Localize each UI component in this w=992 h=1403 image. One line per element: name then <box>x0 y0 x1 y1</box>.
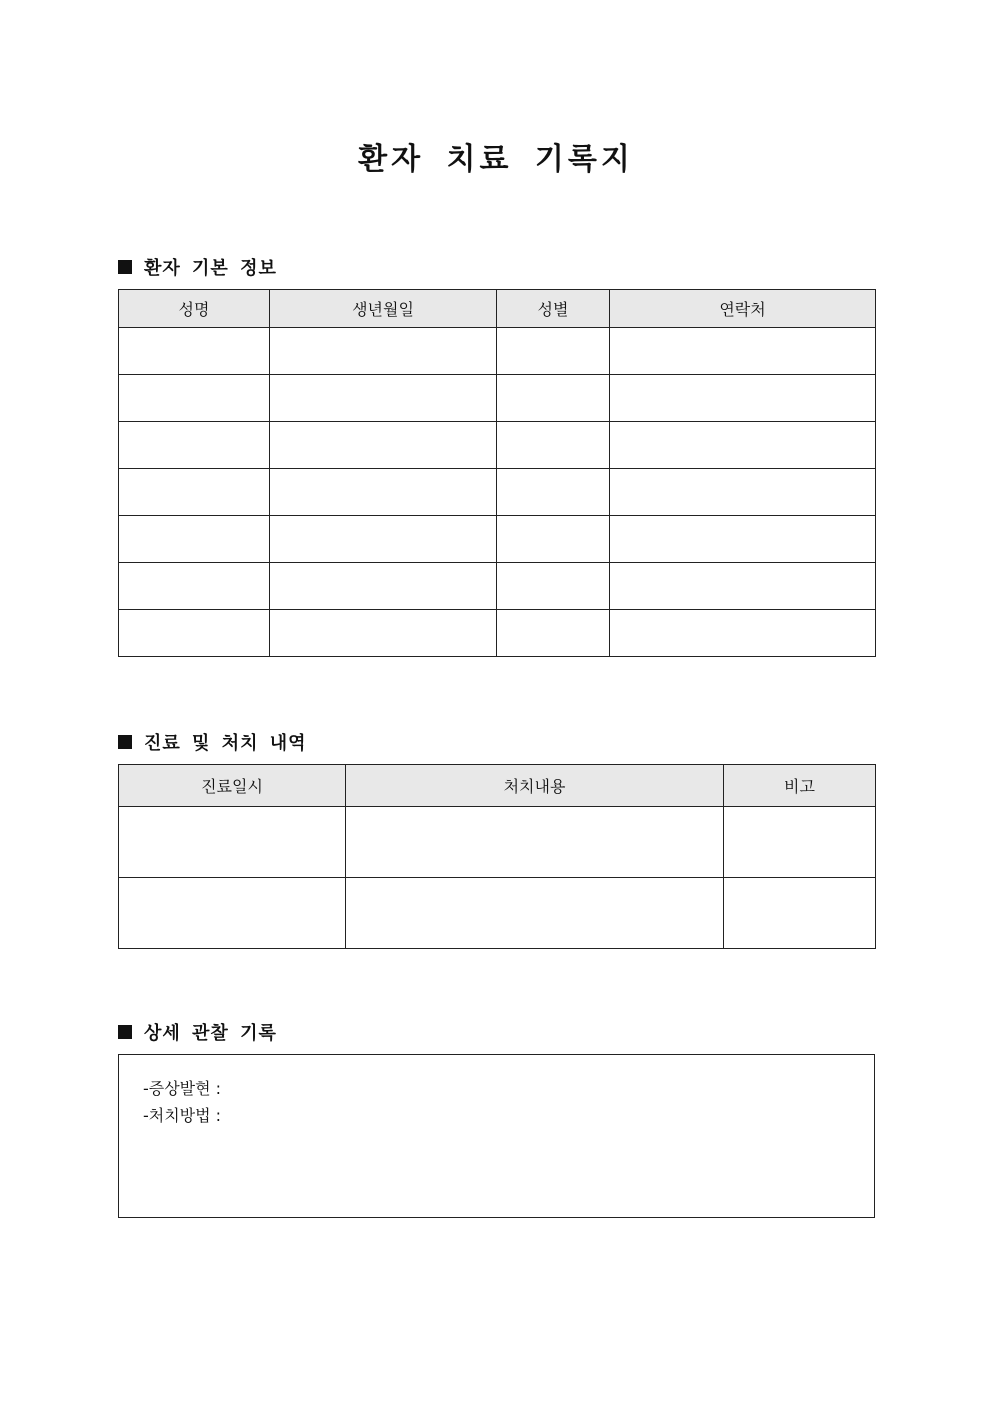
contact-cell[interactable] <box>610 422 876 469</box>
visit-datetime-cell[interactable] <box>119 807 346 878</box>
birthdate-cell[interactable] <box>270 610 497 657</box>
gender-cell[interactable] <box>497 469 610 516</box>
table-row <box>119 469 876 516</box>
remarks-cell[interactable] <box>724 807 876 878</box>
treatment-table <box>118 764 876 949</box>
name-cell[interactable] <box>119 516 270 563</box>
gender-cell[interactable] <box>497 328 610 375</box>
gender-cell[interactable] <box>497 610 610 657</box>
birthdate-cell[interactable] <box>270 563 497 610</box>
square-bullet-icon <box>118 1025 132 1039</box>
column-header-remarks: 비고 <box>724 765 876 807</box>
observation-memo-box[interactable] <box>118 1054 875 1218</box>
table-row <box>119 516 876 563</box>
column-header-name: 성명 <box>119 290 270 328</box>
treatment-method-label: -처치방법 : <box>143 1106 222 1125</box>
contact-cell[interactable] <box>610 516 876 563</box>
contact-cell[interactable] <box>610 375 876 422</box>
name-cell[interactable] <box>119 375 270 422</box>
column-header-gender: 성별 <box>497 290 610 328</box>
name-cell[interactable] <box>119 469 270 516</box>
table-header-row <box>119 290 876 328</box>
table-row <box>119 807 876 878</box>
contact-cell[interactable] <box>610 469 876 516</box>
name-cell[interactable] <box>119 610 270 657</box>
table-row <box>119 610 876 657</box>
gender-cell[interactable] <box>497 375 610 422</box>
contact-cell[interactable] <box>610 563 876 610</box>
table-row <box>119 878 876 949</box>
contact-cell[interactable] <box>610 610 876 657</box>
patient-info-table <box>118 289 876 657</box>
birthdate-cell[interactable] <box>270 422 497 469</box>
section-heading-patient-info <box>118 254 277 280</box>
name-cell[interactable] <box>119 328 270 375</box>
table-row <box>119 422 876 469</box>
square-bullet-icon <box>118 260 132 274</box>
square-bullet-icon <box>118 735 132 749</box>
table-row <box>119 375 876 422</box>
treatment-details-cell[interactable] <box>346 878 724 949</box>
name-cell[interactable] <box>119 563 270 610</box>
section-heading-label: 진료 및 처치 내역 <box>144 733 307 754</box>
birthdate-cell[interactable] <box>270 375 497 422</box>
treatment-details-cell[interactable] <box>346 807 724 878</box>
birthdate-cell[interactable] <box>270 469 497 516</box>
gender-cell[interactable] <box>497 516 610 563</box>
birthdate-cell[interactable] <box>270 516 497 563</box>
name-cell[interactable] <box>119 422 270 469</box>
table-header-row <box>119 765 876 807</box>
symptom-onset-label: -증상발현 : <box>143 1079 222 1098</box>
section-heading-treatment <box>118 729 307 755</box>
gender-cell[interactable] <box>497 422 610 469</box>
page-title: 환자 치료 기록지 <box>358 142 634 177</box>
table-row <box>119 563 876 610</box>
section-heading-label: 상세 관찰 기록 <box>144 1023 277 1044</box>
section-heading-label: 환자 기본 정보 <box>144 258 277 279</box>
visit-datetime-cell[interactable] <box>119 878 346 949</box>
table-row <box>119 328 876 375</box>
gender-cell[interactable] <box>497 563 610 610</box>
column-header-visit-datetime: 진료일시 <box>119 765 346 807</box>
column-header-treatment-details: 처치내용 <box>346 765 724 807</box>
remarks-cell[interactable] <box>724 878 876 949</box>
section-heading-observation <box>118 1019 277 1045</box>
birthdate-cell[interactable] <box>270 328 497 375</box>
column-header-contact: 연락처 <box>610 290 876 328</box>
contact-cell[interactable] <box>610 328 876 375</box>
column-header-birthdate: 생년월일 <box>270 290 497 328</box>
